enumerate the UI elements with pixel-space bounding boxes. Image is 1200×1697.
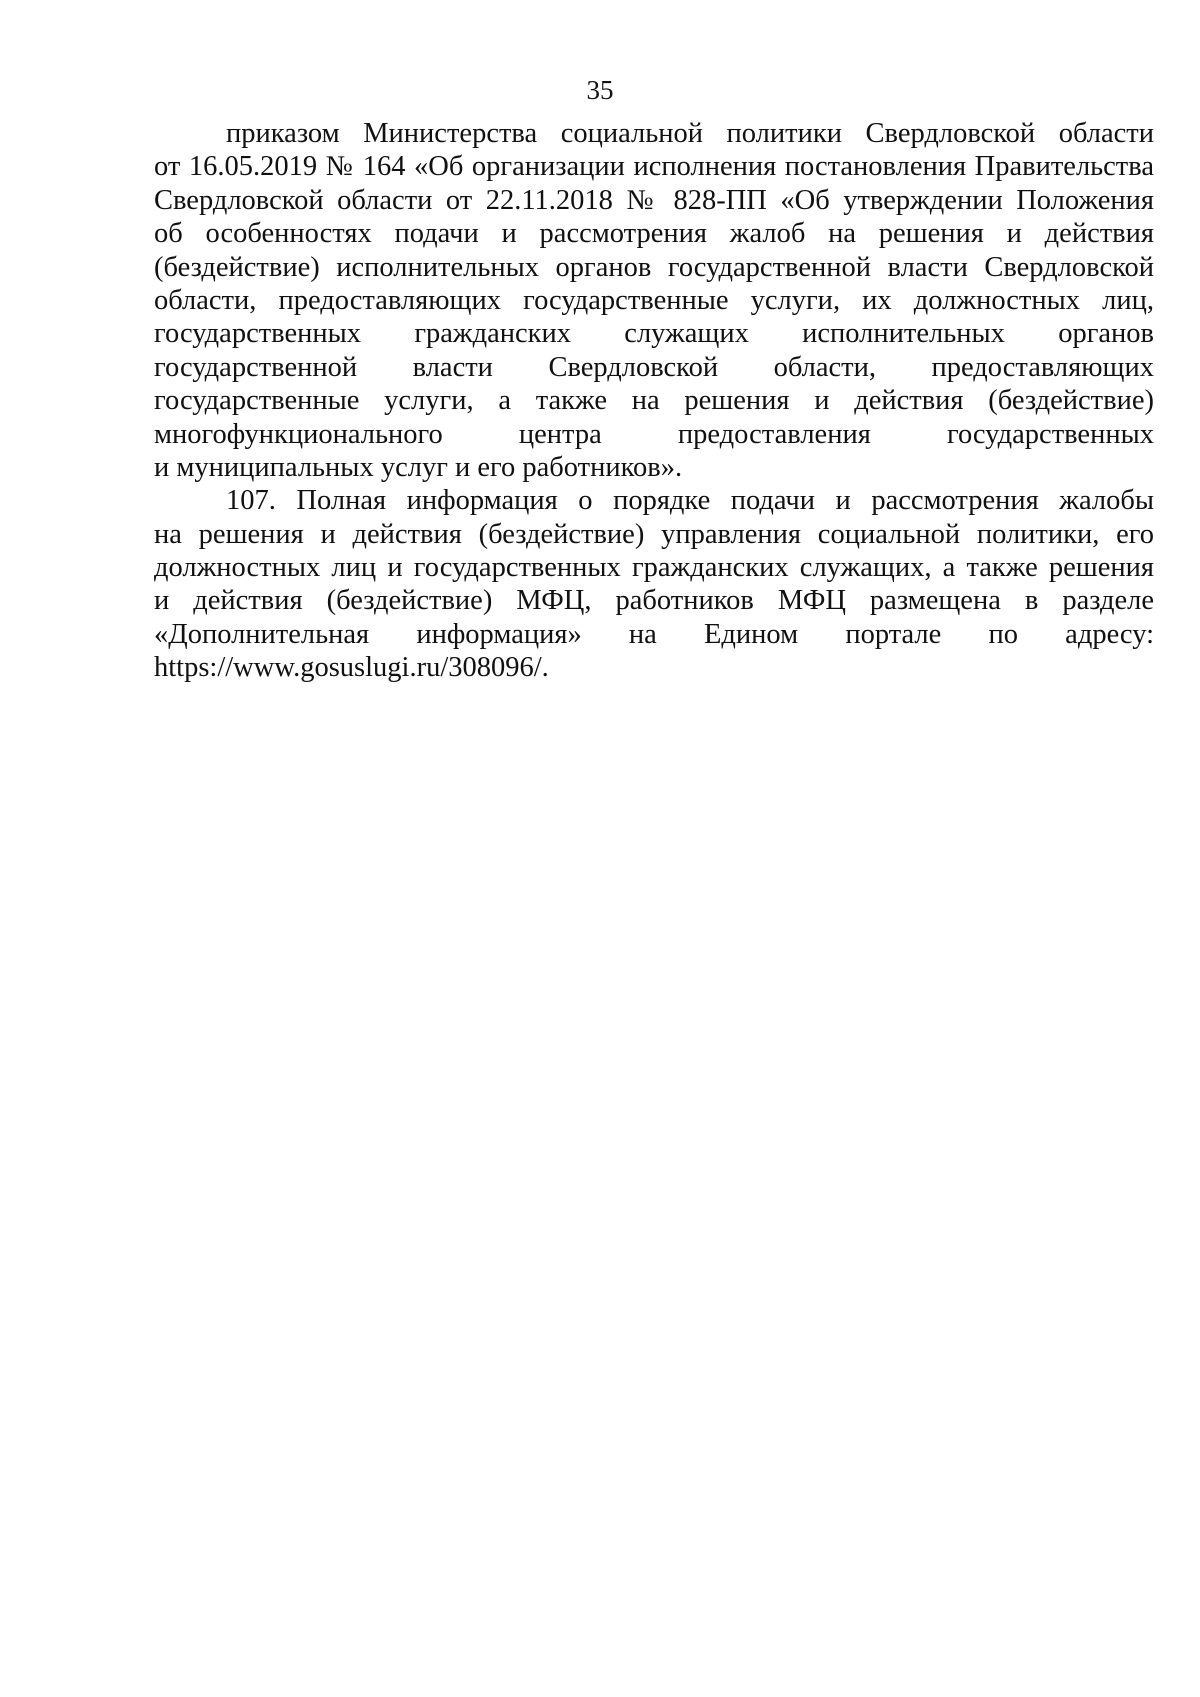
text-line: области, предоставляющих государственные услуги, их должностных лиц, (154, 284, 1154, 316)
text-line: об особенностях подачи и рассмотрения жалоб на решения и действия (154, 218, 1154, 250)
text-line: должностных лиц и государственных гражданских служащих, а также решения (154, 552, 1154, 584)
text-line: 107. Полная информация о порядке подачи и рассмотрения жалобы (226, 485, 1154, 517)
text-line: (бездействие) исполнительных органов государственной власти Свердловской (154, 251, 1154, 283)
paragraph-107 (154, 484, 1154, 684)
page-number: 35 (586, 75, 614, 105)
text-line: многофункционального центра предоставления государственных (154, 418, 1154, 450)
text-line: государственные услуги, а также на решения и действия (бездействие) (154, 385, 1154, 417)
gosuslugi-url-line: https://www.gosuslugi.ru/308096/. (154, 652, 549, 684)
text-line: от 16.05.2019 № 164 «Об организации исполнения постановления Правительства (154, 151, 1154, 183)
text-line: и действия (бездействие) МФЦ, работников МФЦ размещена в разделе (154, 585, 1154, 617)
text-line: на решения и действия (бездействие) управления социальной политики, его (154, 518, 1154, 550)
text-line: «Дополнительная информация» на Едином портале по адресу: (154, 618, 1154, 650)
text-line: государственных гражданских служащих исполнительных органов (154, 318, 1154, 350)
text-line: Свердловской области от 22.11.2018 № 828-ПП «Об утверждении Положения (154, 184, 1154, 216)
document-body (154, 117, 1154, 685)
text-line: государственной власти Свердловской области, предоставляющих (154, 351, 1154, 383)
text-line: приказом Министерства социальной политики Свердловской области (226, 118, 1154, 149)
paragraph-order-reference (154, 117, 1154, 484)
text-line: и муниципальных услуг и его работников». (154, 451, 683, 483)
